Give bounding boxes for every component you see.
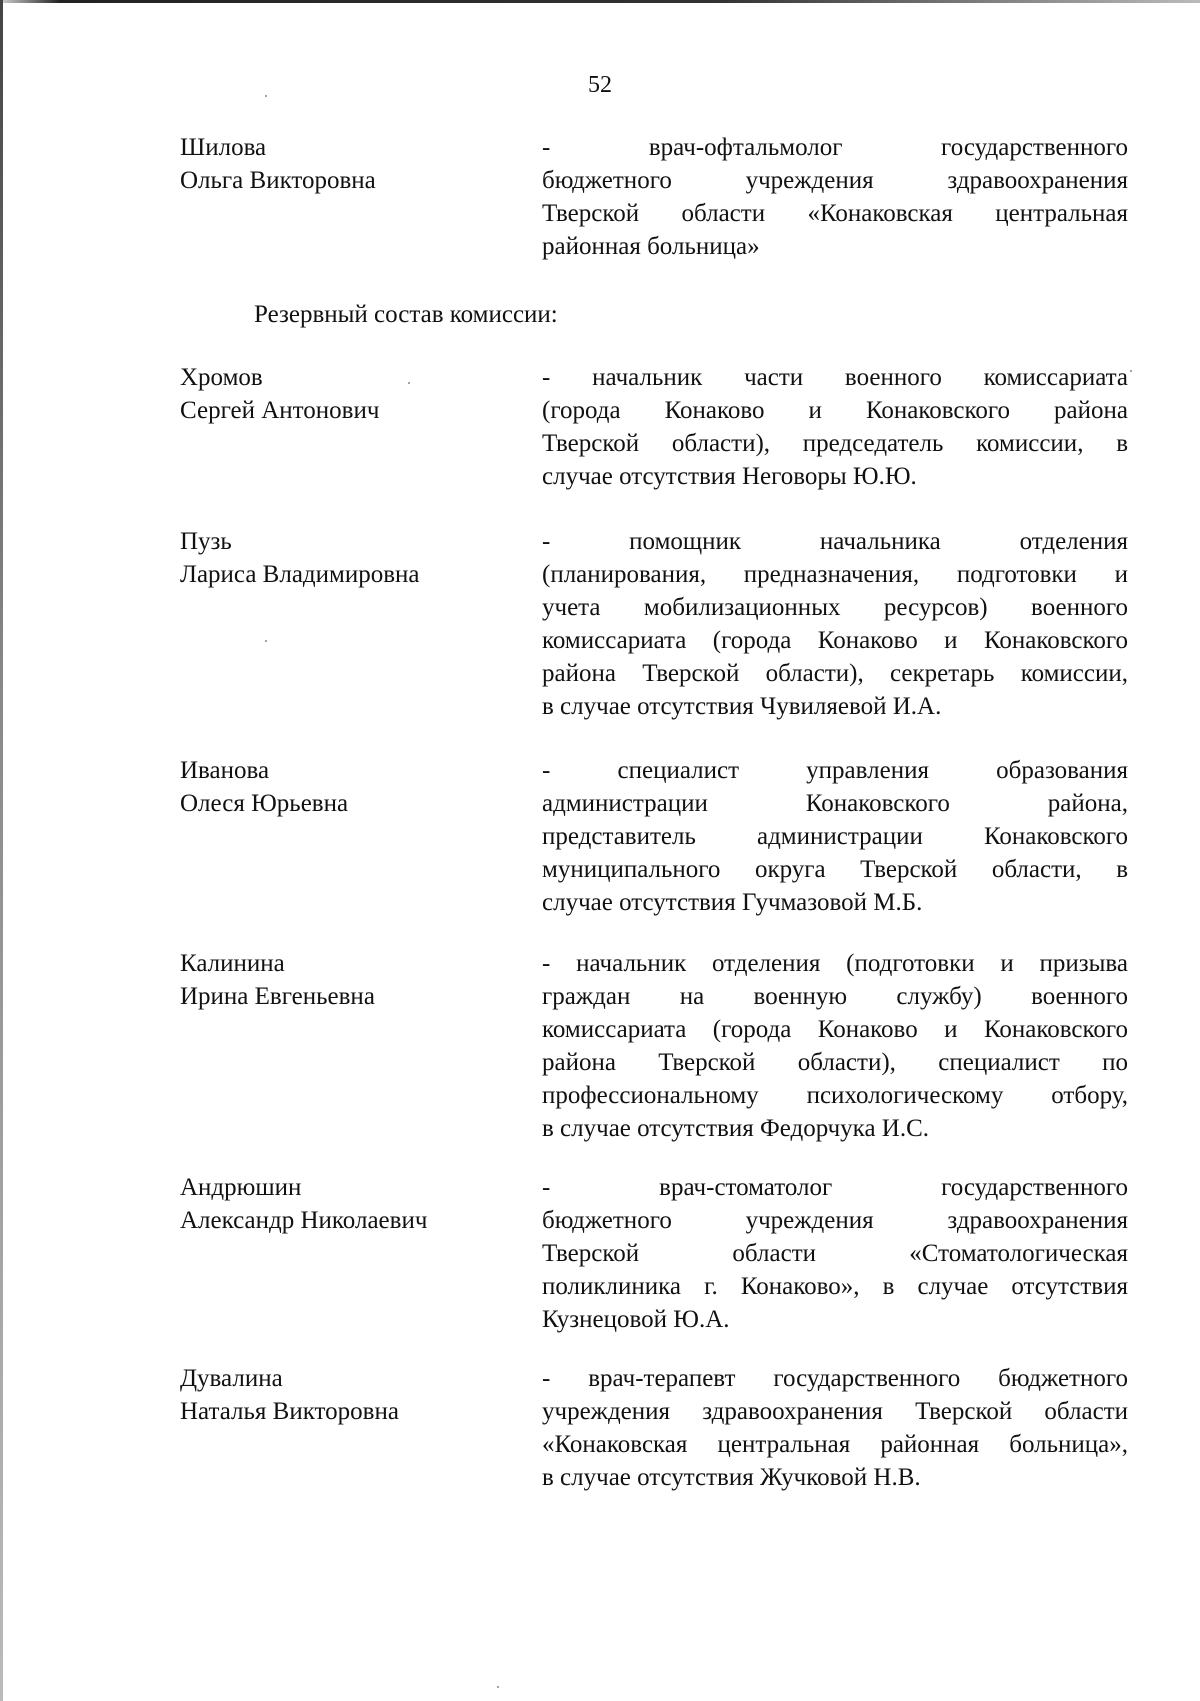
description-line: (планирования, предназначения, подготовки и [542,561,1128,588]
member-given-names: Наталья Викторовна [180,1398,399,1425]
member-name [180,131,510,197]
description-line: учреждения здравоохранения Тверской области [542,1398,1128,1425]
member-name [180,1362,510,1428]
scan-speck [497,1686,499,1688]
member-name [180,1171,510,1237]
description-line: муниципального округа Тверской области, в [542,856,1128,883]
description-line: случае отсутствия Неговоры Ю.Ю. [542,463,917,490]
description-line: районная больница» [542,233,760,260]
description-line: Тверской области), председатель комиссии, в [542,430,1128,457]
description-line: Тверской области «Конаковская центральная [542,200,1128,227]
member-surname: Калинина [180,950,285,977]
description-line: «Конаковская центральная районная больница», [542,1431,1128,1458]
member-given-names: Сергей Антонович [180,397,380,424]
member-description [542,947,1128,1145]
scan-speck [265,95,267,97]
member-name [180,947,510,1013]
description-line: Тверской области «Стоматологическая [542,1240,1128,1267]
member-given-names: Ирина Евгеньевна [180,983,375,1010]
description-line: профессиональному психологическому отбору, [542,1082,1128,1109]
description-line: администрации Конаковского района, [542,790,1128,817]
description-line: района Тверской области), специалист по [542,1049,1128,1076]
member-description [542,1362,1128,1494]
description-line: граждан на военную службу) военного [542,983,1128,1010]
description-line: представитель администрации Конаковского [542,823,1128,850]
member-name [180,754,510,820]
member-surname: Дувалина [180,1365,283,1392]
scan-speck [265,640,267,642]
description-line: в случае отсутствия Чувиляевой И.А. [542,693,942,720]
description-line: - врач-терапевт государственного бюджетного [542,1365,1128,1392]
description-line: (города Конаково и Конаковского района [542,397,1128,424]
member-given-names: Александр Николаевич [180,1207,428,1234]
member-name [180,361,510,427]
member-surname: Пузь [180,528,232,555]
member-name [180,525,510,591]
description-line: - помощник начальника отделения [542,528,1128,555]
description-line: - врач-офтальмолог государственного [542,134,1128,161]
description-line: - врач-стоматолог государственного [542,1174,1128,1201]
scan-edge-top [0,0,1200,3]
description-line: района Тверской области), секретарь комиссии, [542,660,1128,687]
section-heading: Резервный состав комиссии: [254,301,558,328]
description-line: - специалист управления образования [542,757,1128,784]
member-description [542,131,1128,263]
member-description [542,525,1128,723]
description-line: комиссариата (города Конаково и Конаковского [542,1016,1128,1043]
description-line: комиссариата (города Конаково и Конаковского [542,627,1128,654]
member-surname: Хромов [180,364,263,391]
description-line: бюджетного учреждения здравоохранения [542,1207,1128,1234]
scan-speck [1130,370,1132,372]
description-line: в случае отсутствия Жучковой Н.В. [542,1464,921,1491]
description-line: - начальник части военного комиссариата [542,364,1128,391]
description-line: бюджетного учреждения здравоохранения [542,167,1128,194]
description-line: Кузнецовой Ю.А. [542,1306,730,1333]
member-description [542,754,1128,919]
description-line: поликлиника г. Конаково», в случае отсутствия [542,1273,1128,1300]
description-line: - начальник отделения (подготовки и призыва [542,950,1128,977]
page-number: 52 [588,72,612,98]
member-given-names: Лариса Владимировна [180,561,420,588]
scan-speck [408,382,410,384]
member-given-names: Ольга Викторовна [180,167,376,194]
scan-edge-left [0,0,3,1701]
member-surname: Иванова [180,757,270,784]
description-line: случае отсутствия Гучмазовой М.Б. [542,889,923,916]
description-line: в случае отсутствия Федорчука И.С. [542,1115,930,1142]
member-surname: Шилова [180,134,267,161]
member-given-names: Олеся Юрьевна [180,790,349,817]
member-description [542,1171,1128,1336]
member-surname: Андрюшин [180,1174,302,1201]
description-line: учета мобилизационных ресурсов) военного [542,594,1128,621]
member-description [542,361,1128,493]
